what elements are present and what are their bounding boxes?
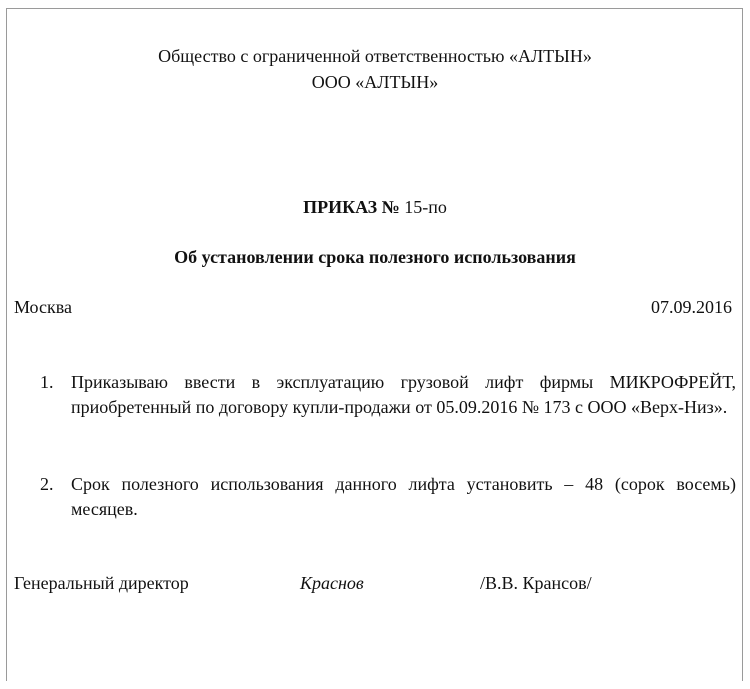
order-item-number: 2. bbox=[40, 474, 54, 494]
order-item bbox=[40, 370, 736, 420]
city: Москва bbox=[14, 297, 72, 317]
order-item-text: Приказываю ввести в эксплуатацию грузовой лифт фирмы МИКРОФРЕЙТ, приобретенный по договору купли-продажи от 05.09.2016 № 173 с ООО «Верх-Низ». bbox=[71, 372, 736, 417]
order-item bbox=[40, 472, 736, 522]
order-subject: Об установлении срока полезного использования bbox=[174, 247, 576, 267]
order-item-text: Срок полезного использования данного лифта установить – 48 (сорок восемь) месяцев. bbox=[71, 474, 736, 519]
order-item-number: 1. bbox=[40, 372, 54, 392]
order-date: 07.09.2016 bbox=[651, 297, 732, 317]
order-number: 15-по bbox=[404, 197, 447, 217]
handwritten-signature: Краснов bbox=[300, 573, 364, 593]
order-title bbox=[0, 196, 750, 218]
order-label: ПРИКАЗ № bbox=[303, 197, 400, 217]
organization-full-name: Общество с ограниченной ответственностью «АЛТЫН» bbox=[158, 46, 592, 66]
signatory-name: /В.В. Крансов/ bbox=[480, 573, 592, 593]
signatory-role: Генеральный директор bbox=[14, 573, 189, 593]
organization-short-name: ООО «АЛТЫН» bbox=[311, 72, 439, 92]
